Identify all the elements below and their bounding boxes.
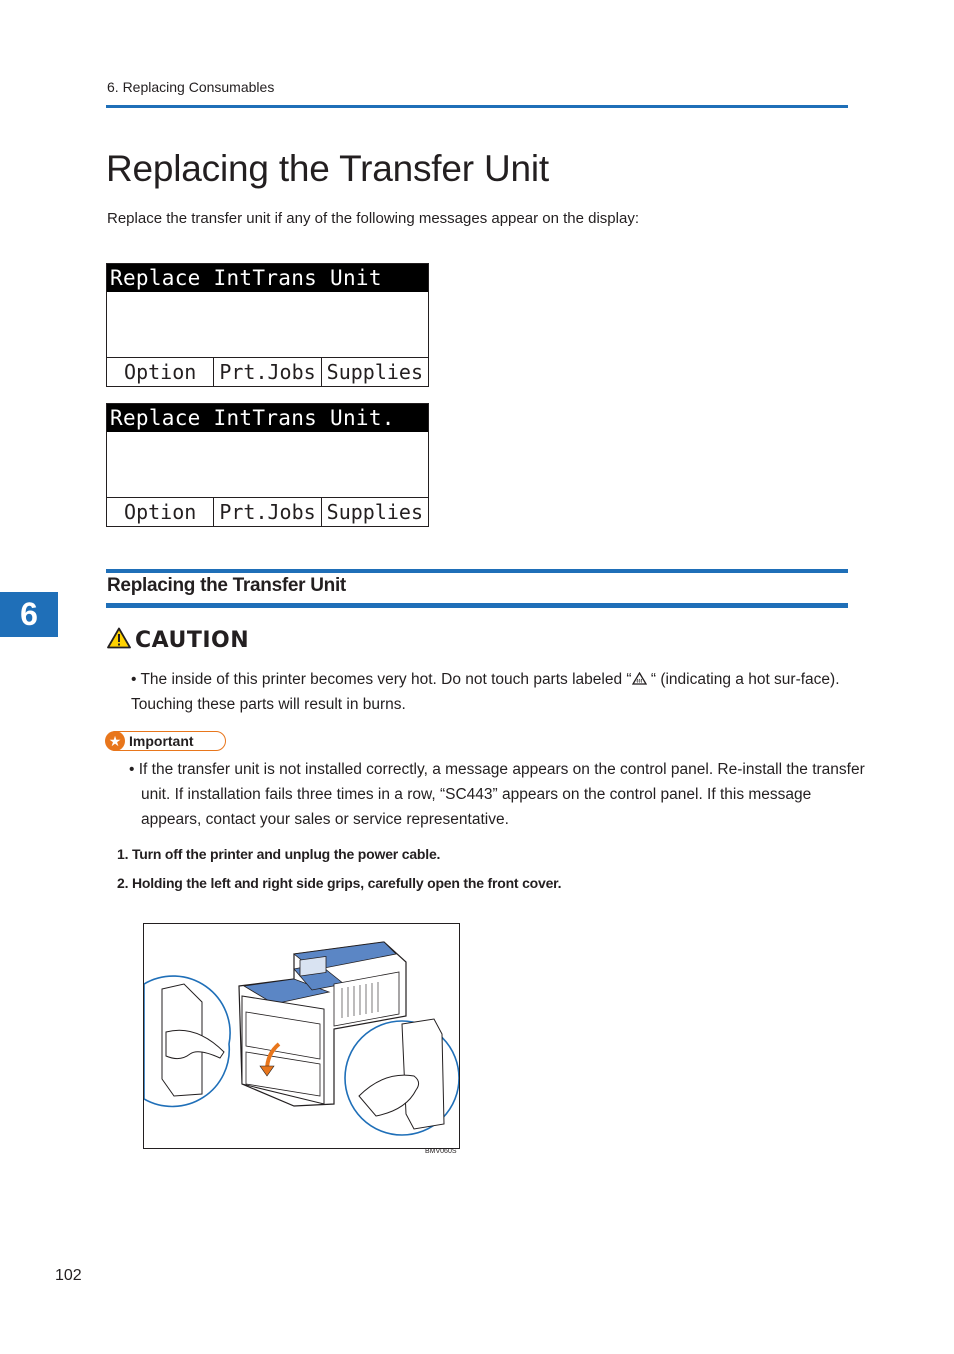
printer-illustration <box>143 923 460 1149</box>
lcd-keys <box>107 357 428 386</box>
lcd-key-option: Option <box>107 498 214 526</box>
page-number: 102 <box>55 1267 82 1284</box>
important-badge <box>106 731 226 751</box>
lcd-key-supplies: Supplies <box>326 500 423 524</box>
caution-label: CAUTION <box>135 628 250 653</box>
warning-triangle-icon <box>107 627 131 654</box>
lcd-message: Replace IntTrans Unit. <box>107 404 428 432</box>
caution-heading <box>107 627 249 654</box>
important-label: Important <box>129 733 194 749</box>
lcd-key-prt-jobs: Prt.Jobs <box>214 358 321 386</box>
caution-item <box>131 667 849 717</box>
running-header: 6. Replacing Consumables <box>107 79 275 95</box>
lcd-display-1 <box>106 263 429 387</box>
step-2: 2. Holding the left and right side grips, carefully open the front cover. <box>117 875 562 891</box>
section-rule-top <box>106 569 848 573</box>
lcd-key-prt-jobs: Prt.Jobs <box>214 498 321 526</box>
lcd-display-2 <box>106 403 429 527</box>
intro-text: Replace the transfer unit if any of the following messages appear on the display: <box>107 210 639 227</box>
header-rule <box>106 105 848 108</box>
caution-text-end: “ (indicating a hot sur-face). Touching these parts will result in burns. <box>131 671 840 713</box>
lcd-key-supplies: Supplies <box>326 360 423 384</box>
bullet: • <box>131 671 141 688</box>
step-1: 1. Turn off the printer and unplug the power cable. <box>117 846 441 862</box>
lcd-keys <box>107 497 428 526</box>
important-item <box>119 757 871 832</box>
hot-surface-icon <box>632 671 647 688</box>
caution-text-start: The inside of this printer becomes very hot. Do not touch parts labeled “ <box>140 671 632 688</box>
figure-code: BMV060S <box>425 1148 457 1155</box>
chapter-tab: 6 <box>0 592 58 637</box>
section-rule-bottom <box>106 603 848 608</box>
lcd-key-option: Option <box>107 358 214 386</box>
section-title: Replacing the Transfer Unit <box>107 575 346 596</box>
printer-front-cover-diagram <box>144 924 459 1148</box>
page-title: Replacing the Transfer Unit <box>106 148 549 189</box>
bullet: • <box>129 761 139 778</box>
star-icon: ★ <box>105 731 125 751</box>
important-text: If the transfer unit is not installed correctly, a message appears on the control panel. Re-install the transfer unit. If installation fails three times in a row, “SC443” appears on the control panel. If this message appears, contact your sales or service representative. <box>138 761 865 828</box>
lcd-message: Replace IntTrans Unit soon. <box>107 264 428 292</box>
